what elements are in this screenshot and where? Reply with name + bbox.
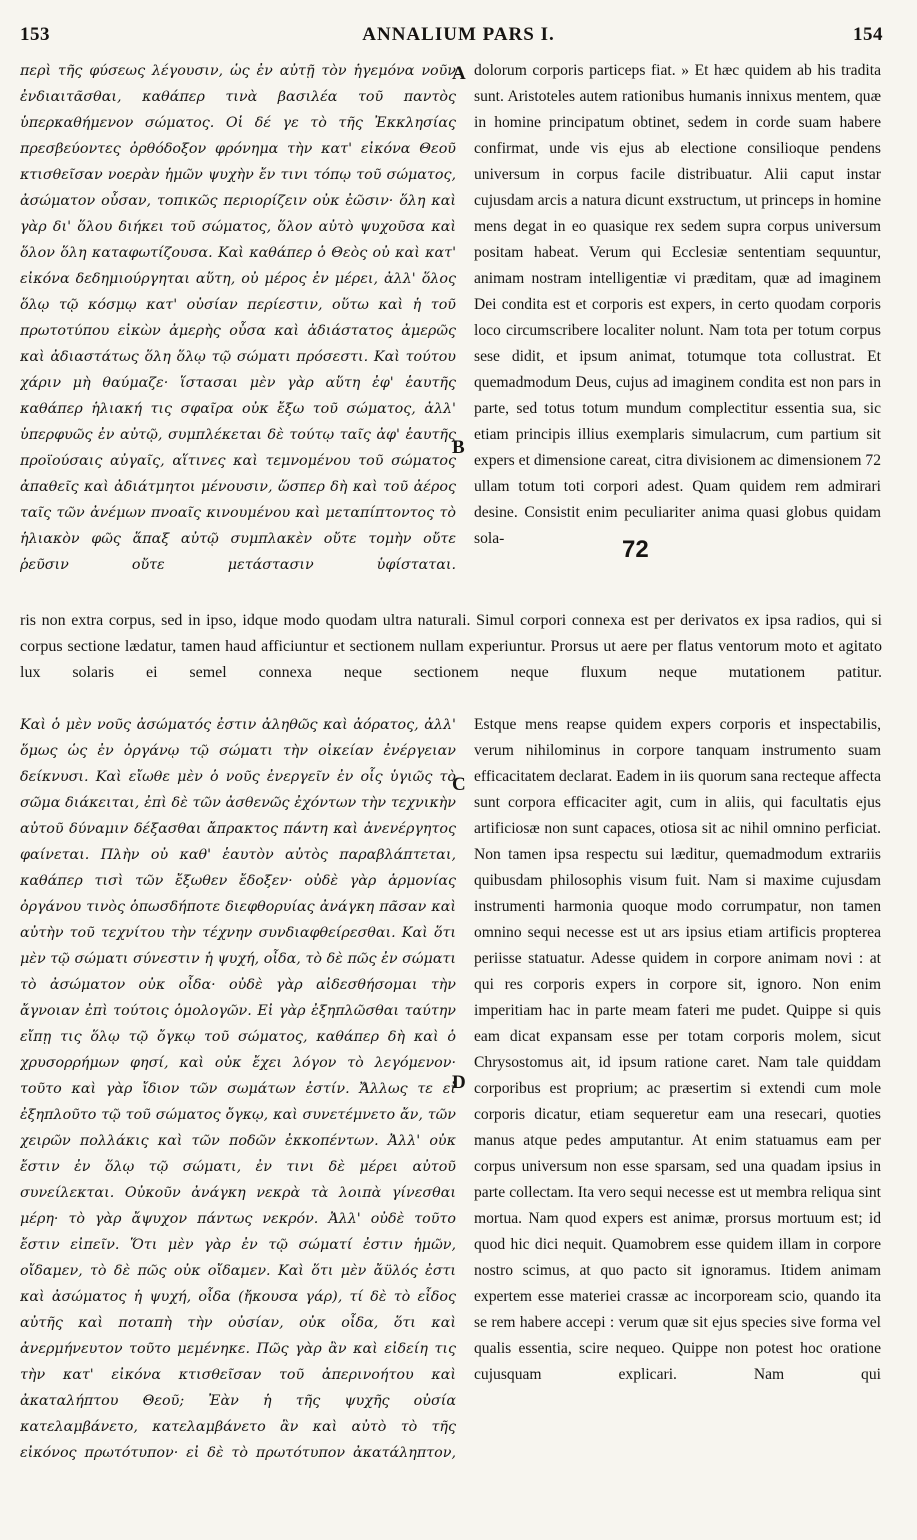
margin-marker-b: B bbox=[452, 437, 465, 458]
column-number: 72 bbox=[622, 536, 649, 563]
margin-marker-c: C bbox=[452, 774, 466, 795]
page-header bbox=[0, 24, 917, 60]
latin-full-width-passage: ris non extra corpus, sed in ipso, idque modo quodam ultra naturali. Simul corpori connexa est per derivatos ex ipsa radios, qui si corpus sectione lædatur, tamen haud afficiuntur et sectionem nullam experiuntur. Prorsus ut aere per flatus ventorum moto et agitato lux solaris ei semel connexa neque sectionem neque fluxum neque mutationem patitur. bbox=[20, 612, 882, 681]
greek-column-top: περὶ τῆς φύσεως λέγουσιν, ὡς ἐν αὐτῇ τὸν ἡγεμόνα νοῦν ἐνδιαιτᾶσθαι, καθάπερ τινὰ βασιλέα τοῦ παντὸς ὑπερκαθήμενον σώματος. Οἱ δέ γε τὸ τῆς Ἐκκλησίας πρεσβεύοντες ὀρθόδοξον φρόνημα τὴν κατ' εἰκόνα Θεοῦ κτισθεῖσαν νοερὰν ἡμῶν ψυχὴν ἔν τινι τόπῳ τοῦ σώματος, ἀσώματον οὖσαν, τοπικῶς περιορίζειν οὐκ ἐῶσιν· ὅλη καὶ γὰρ δι' ὅλου διήκει τοῦ σώματος, ὅλον αὐτὸ ψυχοῦσα καὶ ὅλον ὅλη καταφωτίζουσα. Καὶ καθάπερ ὁ Θεὸς οὐ καὶ κατ' εἰκόνα δεδημιούργηται αὕτη, οὐ μέρος ἐν μέρει, ἀλλ' ὅλος ὅλῳ τῷ κόσμῳ κατ' οὐσίαν περίεστιν, οὕτω καὶ ἡ τοῦ πρωτοτύπου εἰκὼν ἀμερὴς οὖσα καὶ ἀδιάστατος ἀμερῶς καὶ ἀδιαστάτως ὅλη ὅλῳ τῷ σώματι πρόσεστι. Καὶ τούτου χάριν μὴ θαύμαζε· ἵστασαι μὲν γὰρ αὕτη ἐφ' ἑαυτῆς καθάπερ ἡλιακή τις σφαῖρα οὐκ ἔξω τοῦ σώματος, ἀλλ' ὑπερφυῶς ἐν αὐτῷ, συμπλέκεται δὲ τούτῳ ταῖς ἀφ' ἑαυτῆς προϊούσαις αὐγαῖς, αἵτινες καὶ τεμνομένου τοῦ σώματος ἀπαθεῖς καὶ ἀδιάτμητοι μένουσιν, ὥσπερ δὴ καὶ τοῦ ἀέρος ταῖς τῶν ἀνέμων πνοαῖς κινουμένου καὶ μεταπίπτοντος τὸ ἡλιακὸν φῶς ἅπαξ αὐτῷ συμπλακὲν οὔτε τομὴν οὔτε ῥεῦσιν οὔτε μετάστασιν ὑφίσταται. bbox=[20, 63, 456, 573]
margin-marker-a: A bbox=[452, 63, 466, 84]
latin-column-bottom: Estque mens reapse quidem expers corporis et inspectabilis, verum nihilominus in corpore tanquam instrumento suam efficacitatem declarat. Eadem in iis quorum sana recteque affecta sunt corpora efficaciter agit, cum in aliis, qui facultatis ejus artificiosæ non sunt capaces, otiosa sit ac nihil omnino perficiat. Non tamen ipsa respectu sui læditur, quemadmodum extrariis quibusdam philosophis visum fuit. Nam si maxime cujusdam instrumenti harmonia quoque modo corrumpatur, non tamen omnino sequi necesse est ut ars ipsius etiam artificis propterea periisse statuatur. Adesse quidem in corpore animam novi : at qui res corporis expers in corpore sit, ignoro. Non enim imperitiam hac in parte meam fateri me pudet. Quippe si quis eam dicat expansam esse per totam corporis molem, sicut Chrysostomus ait, id ipsum ratione caret. Nam tale quiddam corporibus est proprium; ac præsertim si extendi cum mole corporis dicatur, etiam sequeretur eam una resecari, quoties manus atque pedes amputantur. At enim statuamus eam per corpus universum non esse sparsam, sed una quadam ipsius in parte collectam. Ita vero sequi necesse est ut membra reliqua sint mortua. Nam quod expers est animæ, prorsus mortuum est; id quod hic dici nequit. Quamobrem esse quidem illam in corpore nostro scimus, at quo pacto sit ignoramus. Itidem animam expertem esse materiei crassæ ac incorpoream scio, quando ita se rem habere accepi : verum quæ sit ejus species sive forma vel qualis essentia, scire nequeo. Quippe non potest hoc oratione cujusquam explicari. Nam qui bbox=[474, 716, 881, 1383]
greek-column-bottom: Καὶ ὁ μὲν νοῦς ἀσώματός ἐστιν ἀληθῶς καὶ ἀόρατος, ἀλλ' ὅμως ὡς ἐν ὀργάνῳ τῷ σώματι τὴν οἰκείαν ἐνέργειαν δείκνυσι. Καὶ εἴωθε μὲν ὁ νοῦς ἐνεργεῖν ἐν οἷς ὑγιῶς τὸ σῶμα διάκειται, ἐπὶ δὲ τῶν ἀσθενῶς ἐχόντων τὴν τεχνικὴν αὐτοῦ δύναμιν δέξασθαι ἄπρακτος πάντη καὶ ἀνενέργητος φαίνεται. Πλὴν οὐ καθ' ἑαυτὸν αὐτὸς παραβλάπτεται, καθάπερ τισὶ τῶν ἔξωθεν ἔδοξεν· οὐδὲ γὰρ ἁρμονίας ὀργάνου τινὸς ὁπωσδήποτε διεφθορυίας ἀνάγκη πᾶσαν καὶ αὐτὴν τοῦ τεχνίτου τὴν τέχνην συνδιαφθείρεσθαι. Καὶ ὅτι μὲν τῷ σώματι σύνεστιν ἡ ψυχή, οἶδα, τὸ δὲ πῶς ἐν σώματι τὸ ἀσώματον οὐκ οἶδα· οὐδὲ γὰρ αἰδεσθήσομαι τὴν ἄγνοιαν ἐπὶ τούτοις ὁμολογῶν. Εἰ γὰρ ἐξηπλῶσθαι ταύτην εἴπῃ τις ὅλῳ τῷ ὄγκῳ τοῦ σώματος, καθάπερ δὴ καὶ ὁ χρυσορρήμων φησί, καὶ οὐκ ἔχει λόγον τὸ λεγόμενον· τοῦτο καὶ γὰρ ἴδιον τῶν σωμάτων ἐστίν. Ἄλλως τε εἰ ἐξηπλοῦτο τῷ τοῦ σώματος ὄγκῳ, καὶ συνετέμνετο ἄν, τῶν χειρῶν πολλάκις καὶ τῶν ποδῶν ἐκκοπέντων. Ἀλλ' οὐκ ἔστιν ἐν ὅλῳ τῷ σώματι, ἐν τινι δὲ μέρει αὐτοῦ συνείλεκται. Οὐκοῦν ἀνάγκη νεκρὰ τὰ λοιπὰ γίνεσθαι μέρη· τὸ γὰρ ἄψυχον πάντως νεκρόν. Ἀλλ' οὐδὲ τοῦτο ἔστιν εἰπεῖν. Ὅτι μὲν γὰρ ἐν τῷ σώματί ἐστιν ἡμῶν, οἴδαμεν, τὸ δὲ πῶς οὐκ οἴδαμεν. Καὶ ὅτι μὲν ἄϋλός ἐστι καὶ ἀσώματος ἡ ψυχή, οἶδα (ἤκουσα γάρ), τί δὲ τὸ εἶδος αὐτῆς καὶ ποταπὴ τὴν οὐσίαν, οὐκ οἶδα, ὅτι καὶ ἀνερμήνευτον τοῦτο μεμένηκε. Πῶς γὰρ ἂν καὶ εἰδείη τις τὴν κατ' εἰκόνα κτισθεῖσαν τοῦ ἀπερινοήτου καὶ ἀκαταλήπτου Θεοῦ; Ἐὰν ἡ τῆς ψυχῆς οὐσία κατελαμβάνετο, κατελαμβάνετο ἂν καὶ αὐτὸ τὸ τῆς εἰκόνος πρωτότυπον· εἰ δὲ τὸ πρωτότυπον ἀκατάληπτον, bbox=[20, 717, 456, 1461]
page-number-left: 153 bbox=[20, 24, 50, 45]
running-title: ANNALIUM PARS I. bbox=[362, 24, 555, 45]
latin-column-top: dolorum corporis particeps fiat. » Et hæc quidem ab his tradita sunt. Aristoteles autem rationibus humanis innixus mentem, quæ in homine principatum obtinet, sedem in corde suam habere confirmat, unde vis ejus ab electione consilioque pendens universum in corpus facile distribuatur. Alii caput instar cujusdam arcis a natura dicunt exstructum, ut princeps in homine mens degat in eo quasique rex sedem supra corpus universum positam habeat. Verum qui Ecclesiæ sententiam sequuntur, animam nostram intelligentiæ vi præditam, quæ ad imaginem Dei condita est et corporis est expers, in certo quodam corporis loco circumscribere localiter nolunt. Nam tota per totum corpus sese didit, et ipsum animat, totumque tota collustrat. Et quemadmodum Deus, cujus ad imaginem condita est non pars in parte, sed totus totum mundum complectitur essentia sua, sic etiam principis illius exemplaris simulacrum, cum partium sit expers et dimensione careat, citra divisionem ac dimensionem 72 ullam totum toti corpori adest. Quam quidem rem admirari desine. Consistit enim peculiariter anima quasi globus quidam sola- bbox=[474, 62, 881, 547]
margin-marker-d: D bbox=[452, 1072, 466, 1093]
page-number-right: 154 bbox=[853, 24, 883, 45]
